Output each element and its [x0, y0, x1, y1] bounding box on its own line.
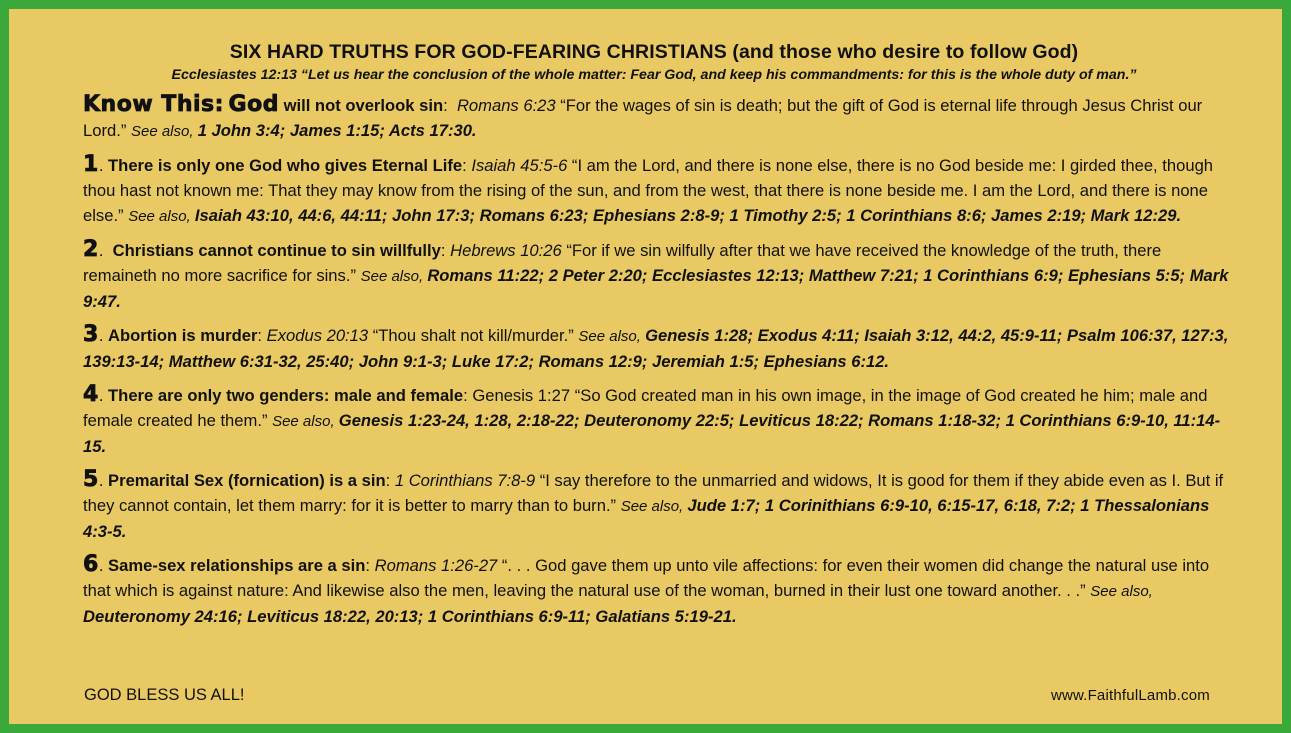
page-title: SIX HARD TRUTHS FOR GOD-FEARING CHRISTIANS (and those who desire to follow God)	[229, 41, 1079, 63]
truth-heading: Same-sex relationships are a sin	[108, 556, 366, 575]
intro-paragraph: Know This: God will not overlook sin: Romans 6:23 “For the wages of sin is death; but the gift of God is eternal life through Jesus Christ our Lord.” See also, 1 John 3:4; James 1:15; Acts 17:30.	[83, 92, 1203, 140]
truth-quote: “So God created man in his own image, in the image of God created he him; male and female created he them.”	[83, 386, 1208, 430]
truth-number: 2	[83, 237, 99, 262]
truth-ref: Isaiah 45:5-6	[471, 156, 568, 175]
truth-ref: Genesis 1:27	[472, 386, 571, 405]
truth-heading: Abortion is murder	[108, 326, 258, 345]
content	[74, 41, 1234, 629]
truth-refs: Deuteronomy 24:16; Leviticus 18:22, 20:13; 1 Corinthians 6:9-11; Galatians 5:19-21.	[83, 607, 737, 626]
truth-heading: There is only one God who gives Eternal Life	[108, 156, 463, 175]
truth-see-also: See also,	[360, 268, 428, 285]
truth-heading: There are only two genders: male and female	[108, 386, 464, 405]
truth-quote: “I say therefore to the unmarried and widows, It is good for them if they abide even as I. But if they cannot contain, let them marry: for it is better to marry than to burn.”	[83, 471, 1224, 515]
truth-number: 4	[83, 382, 99, 407]
truth-refs: Isaiah 43:10, 44:6, 44:11; John 17:3; Romans 6:23; Ephesians 2:8-9; 1 Timothy 2:5; 1 Corinthians 8:6; James 2:19; Mark 12:29.	[194, 206, 1182, 225]
truth-see-also: See also,	[128, 208, 195, 225]
know-this-label: Know This:	[83, 92, 224, 117]
intro-refs: 1 John 3:4; James 1:15; Acts 17:30.	[197, 121, 477, 140]
truth-see-also: See also,	[578, 328, 646, 345]
intro-quote: “For the wages of sin is death; but the gift of God is eternal life through Jesus Christ our Lord.”	[83, 96, 1203, 140]
truth-number: 1	[83, 152, 99, 177]
truth-refs: Genesis 1:23-24, 1:28, 2:18-22; Deuteronomy 22:5; Leviticus 18:22; Romans 1:18-32; 1 Corinthians 6:9-10, 11:14-15.	[83, 411, 1221, 456]
subtitle-verse: Ecclesiastes 12:13 “Let us hear the conclusion of the whole matter: Fear God, and keep his commandments: for this is the whole duty of man.”	[171, 67, 1137, 83]
intro-ref: Romans 6:23	[456, 96, 556, 115]
god-label: God	[228, 92, 279, 117]
truth-2: 2. Christians cannot continue to sin willfully: Hebrews 10:26 “For if we sin wilfully after that we have received the knowledge of the truth, there remaineth no more sacrifice for sins.” See also, Romans 11:22; 2 Peter 2:20; Ecclesiastes 12:13; Matthew 7:21; 1 Corinthians 6:9; Ephesians 5:5; Mark 9:47.	[83, 237, 1229, 311]
blessing-text: GOD BLESS US ALL!	[84, 686, 245, 704]
truth-ref: Exodus 20:13	[266, 326, 369, 345]
truth-heading: Premarital Sex (fornication) is a sin	[108, 471, 386, 490]
truth-refs: Romans 11:22; 2 Peter 2:20; Ecclesiastes 12:13; Matthew 7:21; 1 Corinthians 6:9; Ephesians 5:5; Mark 9:47.	[83, 266, 1229, 311]
truth-quote: “I am the Lord, and there is none else, there is no God beside me: I girded thee, though thou hast not known me: That they may know from the rising of the sun, and from the west, that there is none beside me. I am the Lord, and there is none else.”	[83, 156, 1214, 225]
truth-see-also: See also,	[1090, 583, 1153, 600]
truth-1: 1. There is only one God who gives Eternal Life: Isaiah 45:5-6 “I am the Lord, and there is none else, there is no God beside me: I girded thee, though thou hast not known me: That they may know from the rising of the sun, and from the west, that there is none beside me. I am the Lord, and there is none else.” See also, Isaiah 43:10, 44:6, 44:11; John 17:3; Romans 6:23; Ephesians 2:8-9; 1 Timothy 2:5; 1 Corinthians 8:6; James 2:19; Mark 12:29.	[83, 152, 1214, 225]
truth-number: 3	[83, 322, 99, 347]
truth-quote: “Thou shalt not kill/murder.”	[368, 326, 579, 345]
truth-refs: Genesis 1:28; Exodus 4:11; Isaiah 3:12, 44:2, 45:9-11; Psalm 106:37, 127:3, 139:13-14; Matthew 6:31-32, 25:40; John 9:1-3; Luke 17:2; Romans 12:9; Jeremiah 1:5; Ephesians 6:12.	[83, 326, 1229, 371]
truth-number: 5	[83, 467, 99, 492]
truth-refs: Jude 1:7; 1 Corinithians 6:9-10, 6:15-17, 6:18, 7:2; 1 Thessalonians 4:3-5.	[83, 496, 1210, 541]
truth-5: 5. Premarital Sex (fornication) is a sin: 1 Corinthians 7:8-9 “I say therefore to the unmarried and widows, It is good for them if they abide even as I. But if they cannot contain, let them marry: for it is better to marry than to burn.” See also, Jude 1:7; 1 Corinithians 6:9-10, 6:15-17, 6:18, 7:2; 1 Thessalonians 4:3-5.	[83, 467, 1224, 541]
truth-3: 3. Abortion is murder: Exodus 20:13 “Thou shalt not kill/murder.” See also, Genesis 1:28; Exodus 4:11; Isaiah 3:12, 44:2, 45:9-11; Psalm 106:37, 127:3, 139:13-14; Matthew 6:31-32, 25:40; John 9:1-3; Luke 17:2; Romans 12:9; Jeremiah 1:5; Ephesians 6:12.	[83, 322, 1229, 371]
truth-6: 6. Same-sex relationships are a sin: Romans 1:26-27 “. . . God gave them up unto vile affections: for even their women did change the natural use into that which is against nature: And likewise also the men, leaving the natural use of the woman, burned in their lust one toward another. . .” See also, Deuteronomy 24:16; Leviticus 18:22, 20:13; 1 Corinthians 6:9-11; Galatians 5:19-21.	[83, 552, 1210, 626]
intro-heading: will not overlook sin	[278, 96, 444, 115]
truth-quote: “For if we sin wilfully after that we have received the knowledge of the truth, there remaineth no more sacrifice for sins.”	[83, 241, 1162, 285]
intro-see-also: See also,	[130, 123, 198, 140]
truth-4: 4. There are only two genders: male and female: Genesis 1:27 “So God created man in his own image, in the image of God created he him; male and female created he them.” See also, Genesis 1:23-24, 1:28, 2:18-22; Deuteronomy 22:5; Leviticus 18:22; Romans 1:18-32; 1 Corinthians 6:9-10, 11:14-15.	[83, 382, 1221, 456]
truth-ref: 1 Corinthians 7:8-9	[394, 471, 536, 490]
truth-number: 6	[83, 552, 99, 577]
truth-ref: Hebrews 10:26	[450, 241, 562, 260]
truth-see-also: See also,	[272, 413, 339, 430]
truth-ref: Romans 1:26-27	[374, 556, 498, 575]
website-link[interactable]: www.FaithfulLamb.com	[1050, 687, 1210, 704]
truth-see-also: See also,	[620, 498, 688, 515]
truth-quote: “. . . God gave them up unto vile affections: for even their women did change the natural use into that which is against nature: And likewise also the men, leaving the natural use of the woman, burned in their lust one toward another. . .”	[83, 556, 1210, 600]
truth-heading: Christians cannot continue to sin willfully	[112, 241, 441, 260]
